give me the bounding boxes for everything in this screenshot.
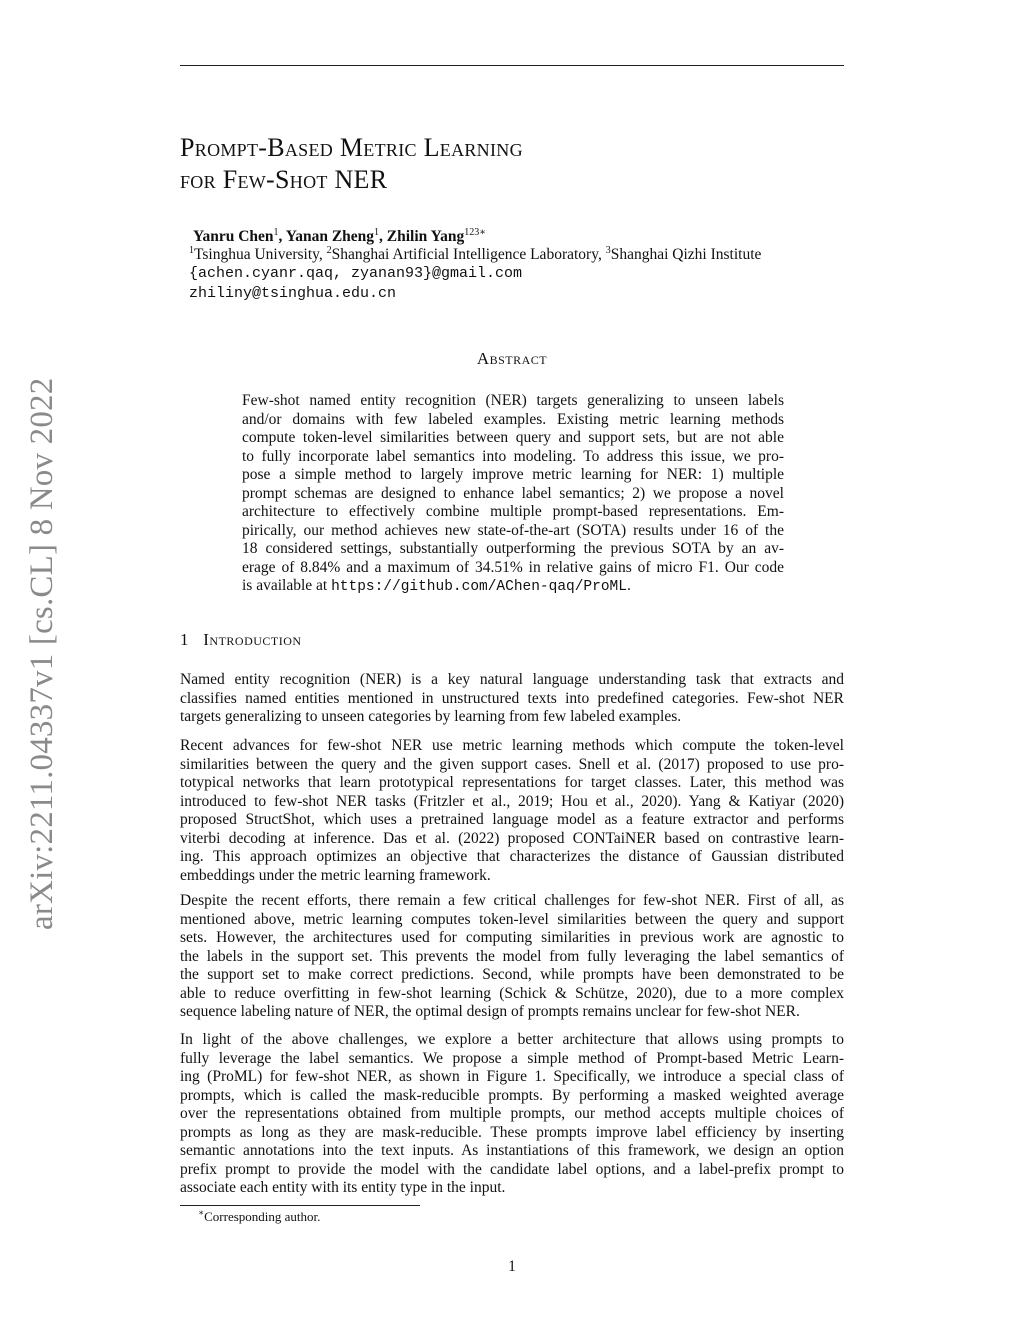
affiliations [189,246,761,264]
paragraph-line: targets generalizing to unseen categories by learning from few labeled examples. [180,708,682,725]
paragraph-line: ing. This approach optimizes an objective that characterizes the distance of Gaussian distributed [180,848,844,865]
paragraph-line: semantic annotations into the text inputs. As instantiations of this framework, we design an option [180,1142,844,1159]
paragraph-line: sets. However, the architectures used for computing similarities in previous work are agnostic to [180,929,844,946]
abstract-line: to fully incorporate label semantics into modeling. To address this issue, we pro- [242,447,784,465]
affiliation-text: Shanghai Artificial Intelligence Laboratory, [331,246,606,263]
section-title: Introduction [203,630,302,649]
footnote-rule [180,1205,420,1206]
abstract-line: architecture to effectively combine multiple prompt-based representations. Em- [242,503,784,520]
intro-paragraph [180,671,844,727]
page-number: 1 [508,1258,516,1275]
paragraph-line: classifies named entities mentioned in unstructured texts into predefined categories. Few-shot NER [180,689,844,707]
section-number: 1 [180,630,189,649]
paragraph-line: fully leverage the label semantics. We propose a simple method of Prompt-based Metric Learn- [180,1049,844,1067]
paragraph-line: the labels in the support set. This prevents the model from fully leveraging the label semantics of [180,947,844,965]
paragraph-line: introduced to few-shot NER tasks (Fritzler et al., 2019; Hou et al., 2020). Yang & Katiyar (2020) [180,792,844,810]
paragraph-line: embeddings under the metric learning framework. [180,866,491,884]
paragraph-line: prefix prompt to provide the model with the candidate label options, and a label-prefix prompt to [180,1160,844,1178]
email-line: zhiliny@tsinghua.edu.cn [189,285,397,302]
paper-title [180,132,844,196]
paragraph-line: over the representations obtained from multiple prompts, our method accepts multiple choices of [180,1105,844,1122]
affiliation-text: Tsinghua University, [194,246,327,263]
intro-paragraph [180,737,844,885]
paragraph-line: Recent advances for few-shot NER use metric learning methods which compute the token-level [180,737,844,754]
affiliation-sup: 3 [605,244,611,256]
paragraph-line: proposed StructShot, which uses a pretrained language model as a feature extractor and performs [180,811,844,828]
abstract-last-prefix: is available at [242,577,332,594]
abstract-line: erage of 8.84% and a maximum of 34.51% in relative gains of micro F1. Our code [242,558,784,576]
section-heading [180,630,302,650]
abstract-body [242,392,784,597]
paragraph-line: Named entity recognition (NER) is a key natural language understanding task that extracts and [180,671,844,688]
paragraph-line: totypical networks that learn prototypical representations for target classes. Later, this method was [180,774,844,791]
paragraph-line: similarities between the query and the given support cases. Snell et al. (2017) proposed to use pro- [180,755,844,773]
abstract-heading: Abstract [476,349,548,368]
paragraph-line: mentioned above, metric learning computes token-level similarities between the query and support [180,910,844,928]
affiliation-text: Shanghai Qizhi Institute [610,246,762,263]
abstract-line: pose a simple method to largely improve metric learning for NER: 1) multiple [242,466,784,483]
intro-paragraph [180,892,844,1022]
paragraph-line: associate each entity with its entity type in the input. [180,1179,506,1196]
title-line: for Few-Shot NER [180,165,388,194]
author-sup: 1 [374,226,380,238]
author-name: Yanan Zheng [285,228,375,245]
abstract-line: and/or domains with few labeled examples. Existing metric learning methods [242,410,784,428]
author-sup: 1 [273,226,279,238]
affiliation-sup: 2 [326,244,332,256]
code-link[interactable]: https://github.com/AChen-qaq/ProML [331,579,627,595]
abstract-line: Few-shot named entity recognition (NER) targets generalizing to unseen labels [242,392,784,409]
abstract-line: 18 considered settings, substantially outperforming the previous SOTA by an av- [242,540,784,557]
title-line: Prompt-Based Metric Learning [180,133,523,162]
paragraph-line: Despite the recent efforts, there remain a few critical challenges for few-shot NER. First of all, as [180,892,844,909]
abstract-line: prompt schemas are designed to enhance label semantics; 2) we propose a novel [242,484,784,502]
author-sup: 123∗ [464,226,486,238]
abstract-last-suffix: . [626,577,631,594]
author-name: Yanru Chen [193,228,274,245]
footnote-mark: ∗ [198,1207,205,1218]
footnote [198,1209,320,1225]
footnote-text: Corresponding author. [204,1209,321,1224]
paragraph-line: prompts, which is called the mask-reducible prompts. By performing a masked weighted average [180,1086,844,1104]
top-rule [180,65,844,66]
paragraph-line: In light of the above challenges, we explore a better architecture that allows using prompts to [180,1031,844,1048]
author-separator: , [379,228,387,245]
author-separator: , [278,228,286,245]
abstract-line: pirically, our method achieves new state-of-the-art (SOTA) results under 16 of the [242,521,784,539]
paragraph-line: prompts as long as they are mask-reducible. These prompts improve label efficiency by inserting [180,1123,844,1141]
paragraph-line: viterbi decoding at inference. Das et al. (2022) proposed CONTaiNER based on contrastive learn- [180,829,844,847]
paragraph-line: able to reduce overfitting in few-shot learning (Schick & Schütze, 2020), due to a more complex [180,984,844,1002]
affiliation-sup: 1 [189,244,194,256]
abstract-line: compute token-level similarities between query and support sets, but are not able [242,429,784,446]
paragraph-line: the support set to make correct predictions. Second, while prompts have been demonstrated to be [180,966,844,983]
email-line: {achen.cyanr.qaq, zyanan93}@gmail.com [189,265,523,282]
intro-paragraph [180,1031,844,1198]
arxiv-identifier: arXiv:2211.04337v1 [cs.CL] 8 Nov 2022 [24,377,60,930]
author-name: Zhilin Yang [386,228,465,245]
paragraph-line: ing (ProML) for few-shot NER, as shown in Figure 1. Specifically, we introduce a special class of [180,1068,844,1085]
author-list [193,228,486,246]
abstract-last-line [242,577,784,597]
paragraph-line: sequence labeling nature of NER, the optimal design of prompts remains unclear for few-shot NER. [180,1003,800,1020]
